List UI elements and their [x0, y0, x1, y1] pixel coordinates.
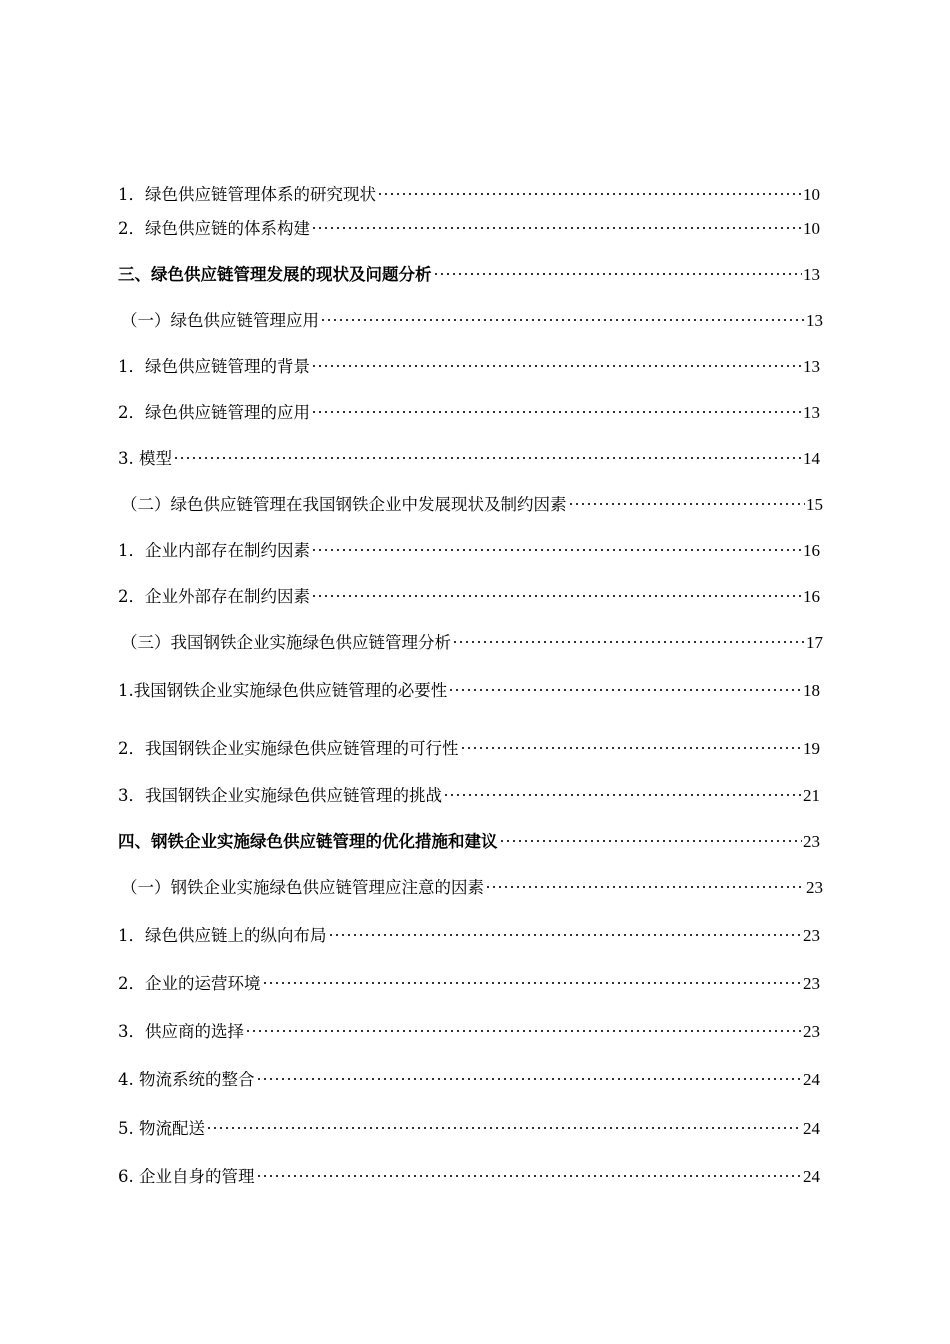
toc-dot-leader [173, 456, 802, 460]
toc-entry[interactable] [118, 539, 820, 563]
toc-dot-leader [311, 226, 802, 230]
toc-entry-title: 1.我国钢铁企业实施绿色供应链管理的必要性 [118, 681, 448, 700]
toc-entry[interactable] [118, 447, 820, 471]
toc-entry[interactable] [118, 217, 820, 241]
toc-entry-title: 2．我国钢铁企业实施绿色供应链管理的可行性 [118, 739, 459, 758]
toc-entry[interactable] [118, 585, 820, 609]
toc-entry-page: 23 [806, 878, 823, 897]
toc-entry-page: 13 [803, 403, 820, 422]
toc-entry[interactable] [118, 1117, 820, 1141]
toc-dot-leader [485, 885, 805, 889]
toc-entry-page: 24 [803, 1167, 820, 1186]
toc-dot-leader [311, 548, 802, 552]
toc-dot-leader [256, 1077, 803, 1081]
toc-dot-leader [568, 502, 806, 506]
toc-entry-title: 5. 物流配送 [118, 1119, 205, 1138]
toc-entry-page: 23 [803, 1022, 820, 1041]
toc-chapter-entry[interactable] [118, 830, 820, 854]
toc-entry-title: 1．绿色供应链管理体系的研究现状 [118, 185, 376, 204]
toc-dot-leader [311, 364, 802, 368]
toc-entry-page: 15 [806, 495, 823, 514]
toc-dot-leader [433, 272, 803, 276]
toc-dot-leader [448, 688, 802, 692]
toc-entry-title: 3．供应商的选择 [118, 1022, 244, 1041]
toc-dot-leader [499, 839, 803, 843]
toc-entry-page: 23 [803, 974, 820, 993]
toc-section-entry[interactable] [118, 631, 823, 655]
toc-entry[interactable] [118, 355, 820, 379]
toc-entry-title: 四、钢铁企业实施绿色供应链管理的优化措施和建议 [118, 832, 498, 851]
toc-entry-page: 13 [806, 311, 823, 330]
toc-entry-page: 24 [803, 1070, 820, 1089]
toc-section-entry[interactable] [118, 493, 823, 517]
toc-entry[interactable] [118, 924, 820, 948]
toc-entry-title: 1．企业内部存在制约因素 [118, 541, 310, 560]
toc-entry-page: 23 [803, 926, 820, 945]
toc-entry-title: 1．绿色供应链上的纵向布局 [118, 926, 327, 945]
toc-entry[interactable] [118, 784, 820, 808]
toc-entry[interactable] [118, 1068, 820, 1092]
toc-entry-title: 3. 模型 [118, 449, 172, 468]
toc-entry[interactable] [118, 183, 820, 207]
toc-dot-leader [245, 1029, 802, 1033]
toc-entry-page: 16 [803, 587, 820, 606]
toc-entry[interactable] [118, 1165, 820, 1189]
toc-dot-leader [377, 192, 802, 196]
toc-entry-page: 14 [803, 449, 820, 468]
toc-entry-page: 13 [803, 357, 820, 376]
toc-entry-page: 10 [803, 185, 820, 204]
toc-section-entry[interactable] [118, 309, 823, 333]
toc-entry-page: 24 [803, 1119, 820, 1138]
toc-entry[interactable] [118, 737, 820, 761]
toc-entry-page: 16 [803, 541, 820, 560]
toc-entry-title: 2．绿色供应链的体系构建 [118, 219, 310, 238]
toc-dot-leader [460, 746, 803, 750]
toc-dot-leader [206, 1126, 802, 1130]
toc-entry[interactable] [118, 401, 820, 425]
toc-entry-page: 13 [803, 265, 820, 284]
toc-entry-page: 23 [803, 832, 820, 851]
toc-dot-leader [320, 318, 805, 322]
toc-section-entry[interactable] [118, 876, 823, 900]
toc-entry-title: （二）绿色供应链管理在我国钢铁企业中发展现状及制约因素 [121, 495, 567, 514]
toc-entry[interactable] [118, 679, 820, 703]
toc-dot-leader [256, 1174, 803, 1178]
toc-entry-title: 4. 物流系统的整合 [118, 1070, 255, 1089]
toc-entry-page: 10 [803, 219, 820, 238]
toc-entry-title: （三）我国钢铁企业实施绿色供应链管理分析 [121, 633, 451, 652]
toc-entry[interactable] [118, 1020, 820, 1044]
toc-dot-leader [328, 933, 803, 937]
toc-entry-title: 2．绿色供应链管理的应用 [118, 403, 310, 422]
toc-entry-page: 18 [803, 681, 820, 700]
toc-entry-page: 21 [803, 786, 820, 805]
toc-entry-page: 19 [803, 739, 820, 758]
table-of-contents [118, 0, 823, 1344]
toc-entry-title: 2．企业的运营环境 [118, 974, 261, 993]
toc-dot-leader [452, 640, 805, 644]
toc-chapter-entry[interactable] [118, 263, 820, 287]
toc-dot-leader [443, 793, 802, 797]
toc-dot-leader [262, 981, 803, 985]
toc-dot-leader [311, 594, 802, 598]
toc-entry-title: 6. 企业自身的管理 [118, 1167, 255, 1186]
toc-entry-title: （一）绿色供应链管理应用 [121, 311, 319, 330]
toc-entry[interactable] [118, 972, 820, 996]
toc-entry-title: （一）钢铁企业实施绿色供应链管理应注意的因素 [121, 878, 484, 897]
toc-entry-page: 17 [806, 633, 823, 652]
toc-dot-leader [311, 410, 802, 414]
toc-entry-title: 2．企业外部存在制约因素 [118, 587, 310, 606]
toc-entry-title: 1．绿色供应链管理的背景 [118, 357, 310, 376]
toc-entry-title: 三、绿色供应链管理发展的现状及问题分析 [118, 265, 432, 284]
toc-entry-title: 3．我国钢铁企业实施绿色供应链管理的挑战 [118, 786, 442, 805]
